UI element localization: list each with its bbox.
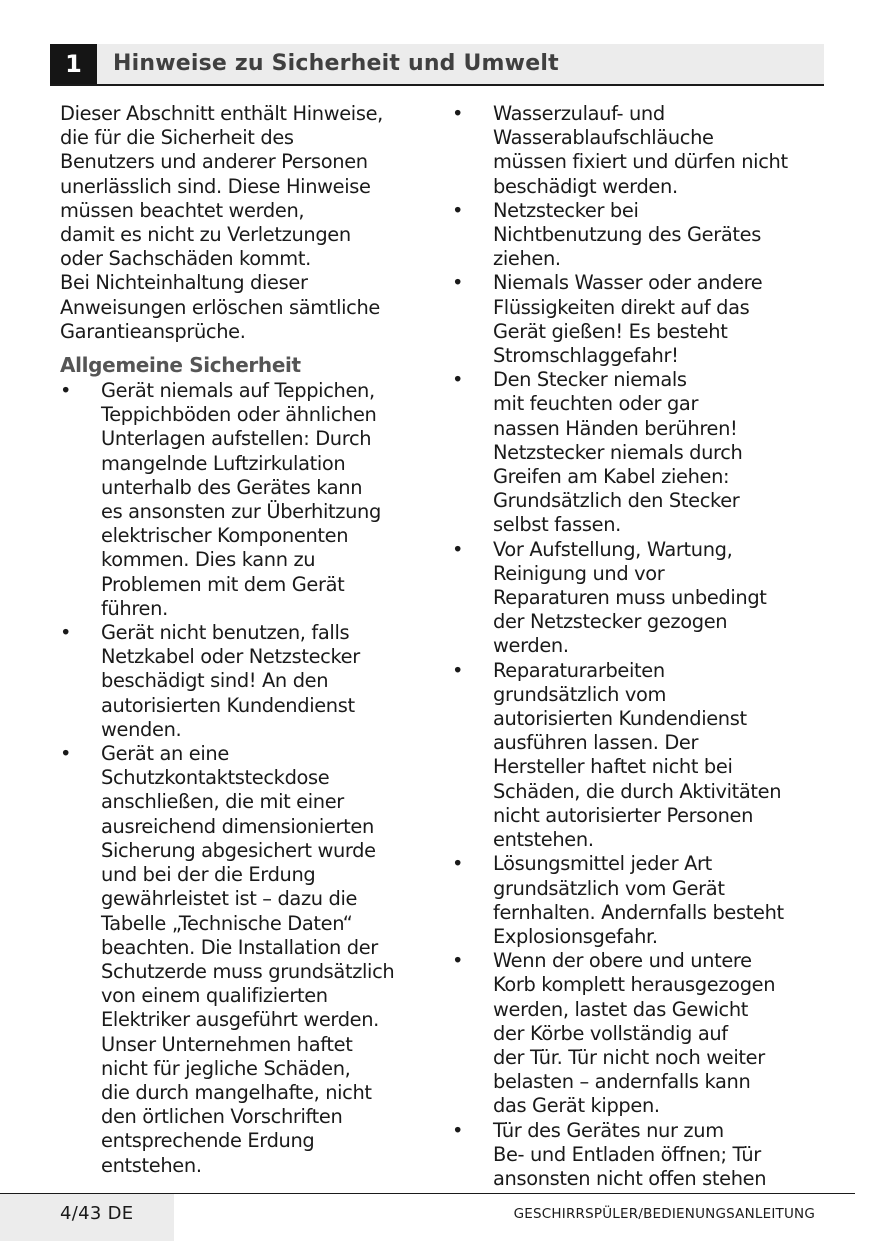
list-item-line: Nichtbenutzung des Gerätes — [493, 223, 761, 247]
intro-line: Benutzers und anderer Personen — [60, 150, 368, 174]
intro-line: oder Sachschäden kommt. — [60, 247, 311, 271]
list-item — [452, 271, 832, 368]
list-item-line: müssen fixiert und dürfen nicht — [493, 150, 788, 174]
bullet-icon: • — [60, 621, 72, 645]
list-item-line: Netzstecker niemals durch — [493, 440, 743, 464]
list-item-line: Tür des Gerätes nur zum — [493, 1118, 724, 1142]
list-item-line: wenden. — [101, 717, 182, 741]
list-item-line: beschädigt sind! An den — [101, 669, 329, 693]
list-item-line: beachten. Die Installation der — [101, 935, 378, 959]
bullet-icon: • — [452, 102, 464, 125]
list-item-line: ausführen lassen. Der — [493, 731, 699, 755]
list-item-line: Lösungsmittel jeder Art — [493, 852, 712, 876]
list-item-line: werden. — [493, 634, 569, 658]
list-item-line: werden, lastet das Gewicht — [493, 997, 749, 1021]
list-item-line: Unser Unternehmen haftet — [101, 1032, 353, 1056]
intro-line: Anweisungen erlöschen sämtliche — [60, 295, 380, 319]
bullet-icon: • — [452, 368, 464, 392]
list-item-line: der Tür. Tür nicht noch weiter — [493, 1045, 765, 1069]
list-item — [452, 538, 832, 659]
list-item-line: Vor Aufstellung, Wartung, — [493, 537, 733, 561]
list-item-line: von einem qualifizierten — [101, 984, 328, 1008]
intro-line: unerlässlich sind. Diese Hinweise — [60, 174, 371, 198]
list-item-line: nicht für jegliche Schäden, — [101, 1056, 351, 1080]
list-item-line: Wasserzulauf- und — [493, 102, 665, 125]
list-item — [452, 1119, 832, 1192]
list-item-line: der Netzstecker gezogen — [493, 610, 728, 634]
bullet-icon: • — [452, 949, 464, 973]
list-item-line: Be- und Entladen öffnen; Tür — [493, 1142, 761, 1166]
list-item-line: Reinigung und vor — [493, 561, 665, 585]
list-item — [60, 621, 432, 742]
list-item-line: Greifen am Kabel ziehen: — [493, 465, 730, 489]
left-bullet-list — [60, 379, 432, 1178]
list-item-line: selbst fassen. — [493, 513, 621, 537]
section-header — [50, 44, 824, 86]
list-item-line: und bei der die Erdung — [101, 863, 316, 887]
list-item-line: der Körbe vollständig auf — [493, 1021, 728, 1045]
list-item-line: das Gerät kippen. — [493, 1094, 660, 1118]
list-item-line: Wenn der obere und untere — [493, 949, 752, 973]
list-item-line: Flüssigkeiten direkt auf das — [493, 295, 750, 319]
list-item-line: entstehen. — [493, 828, 594, 852]
list-item-line: Netzstecker bei — [493, 198, 639, 222]
list-item — [452, 102, 832, 199]
bullet-icon: • — [452, 198, 464, 222]
intro-line: müssen beachtet werden, — [60, 198, 305, 222]
list-item-line: Wasserablaufschläuche — [493, 126, 714, 150]
list-item-line: gewährleistet ist – dazu die — [101, 887, 358, 911]
list-item — [452, 659, 832, 853]
list-item-line: den örtlichen Vorschriften — [101, 1105, 343, 1129]
list-item-line: Gerät niemals auf Teppichen, — [101, 379, 375, 403]
intro-line: Garantieansprüche. — [60, 319, 246, 343]
list-item-line: Hersteller haftet nicht bei — [493, 755, 733, 779]
list-item-line: entsprechende Erdung — [101, 1129, 315, 1153]
list-item-line: fernhalten. Andernfalls besteht — [493, 900, 784, 924]
list-item-line: Reparaturarbeiten — [493, 658, 665, 682]
list-item-line: nassen Händen berühren! — [493, 416, 738, 440]
list-item-line: elektrischer Komponenten — [101, 524, 349, 548]
list-item-line: Korb komplett herausgezogen — [493, 973, 776, 997]
list-item-line: Den Stecker niemals — [493, 368, 687, 392]
list-item-line: autorisierten Kundendienst — [101, 693, 355, 717]
intro-line: die für die Sicherheit des — [60, 126, 294, 150]
section-title: Hinweise zu Sicherheit und Umwelt — [113, 51, 559, 76]
left-column — [60, 102, 432, 1178]
list-item-line: Gerät nicht benutzen, falls — [101, 621, 350, 645]
list-item — [60, 379, 432, 621]
bullet-icon: • — [60, 742, 72, 766]
list-item-line: Netzkabel oder Netzstecker — [101, 645, 360, 669]
list-item — [452, 949, 832, 1118]
list-item-line: kommen. Dies kann zu — [101, 548, 316, 572]
list-item-line: Reparaturen muss unbedingt — [493, 586, 767, 610]
list-item-line: Gerät an eine — [101, 742, 229, 766]
list-item-line: Sicherung abgesichert wurde — [101, 838, 376, 862]
list-item-line: führen. — [101, 596, 168, 620]
list-item-line: autorisierten Kundendienst — [493, 707, 747, 731]
list-item — [452, 199, 832, 272]
list-item-line: Unterlagen aufstellen: Durch — [101, 427, 372, 451]
list-item-line: die durch mangelhafte, nicht — [101, 1080, 372, 1104]
right-bullet-list — [452, 102, 832, 1191]
list-item — [452, 852, 832, 949]
list-item-line: Teppichböden oder ähnlichen — [101, 403, 377, 427]
list-item-line: Gerät gießen! Es besteht — [493, 319, 728, 343]
page-number: 4/43 DE — [60, 1203, 134, 1224]
list-item-line: beschädigt werden. — [493, 174, 678, 198]
intro-line: damit es nicht zu Verletzungen — [60, 223, 351, 247]
list-item-line: es ansonsten zur Überhitzung — [101, 500, 381, 524]
section-number: 1 — [50, 44, 97, 84]
bullet-icon: • — [452, 658, 464, 682]
list-item-line: mangelnde Luftzirkulation — [101, 451, 346, 475]
list-item-line: ansonsten nicht offen stehen — [493, 1166, 767, 1190]
list-item-line: belasten – andernfalls kann — [493, 1070, 751, 1094]
list-item-line: unterhalb des Gerätes kann — [101, 475, 363, 499]
list-item-line: Schutzerde muss grundsätzlich — [101, 959, 395, 983]
list-item-line: Problemen mit dem Gerät — [101, 572, 345, 596]
list-item-line: Niemals Wasser oder andere — [493, 271, 763, 295]
bullet-icon: • — [452, 1118, 464, 1142]
list-item-line: Stromschlaggefahr! — [493, 344, 679, 368]
intro-line: Bei Nichteinhaltung dieser — [60, 271, 308, 295]
list-item-line: Tabelle „Technische Daten“ — [101, 911, 353, 935]
right-column — [452, 102, 832, 1191]
list-item-line: Schutzkontaktsteckdose — [101, 766, 330, 790]
document-title: GESCHIRRSPÜLER/BEDIENUNGSANLEITUNG — [513, 1206, 815, 1222]
list-item-line: Explosionsgefahr. — [493, 924, 658, 948]
list-item-line: Grundsätzlich den Stecker — [493, 489, 740, 513]
bullet-icon: • — [452, 271, 464, 295]
list-item-line: ziehen. — [493, 247, 561, 271]
list-item-line: mit feuchten oder gar — [493, 392, 699, 416]
list-item-line: anschließen, die mit einer — [101, 790, 344, 814]
bullet-icon: • — [452, 537, 464, 561]
intro-line: Dieser Abschnitt enthält Hinweise, — [60, 102, 383, 125]
bullet-icon: • — [60, 379, 72, 403]
intro-paragraph — [60, 102, 432, 344]
list-item — [60, 742, 432, 1178]
list-item-line: grundsätzlich vom — [493, 682, 667, 706]
list-item-line: grundsätzlich vom Gerät — [493, 876, 725, 900]
list-item-line: Schäden, die durch Aktivitäten — [493, 779, 782, 803]
list-item — [452, 368, 832, 537]
bullet-icon: • — [452, 852, 464, 876]
list-item-line: entstehen. — [101, 1153, 202, 1177]
subheading-general-safety: Allgemeine Sicherheit — [60, 353, 301, 378]
list-item-line: ausreichend dimensionierten — [101, 814, 374, 838]
list-item-line: nicht autorisierter Personen — [493, 803, 754, 827]
list-item-line: Elektriker ausgeführt werden. — [101, 1008, 379, 1032]
